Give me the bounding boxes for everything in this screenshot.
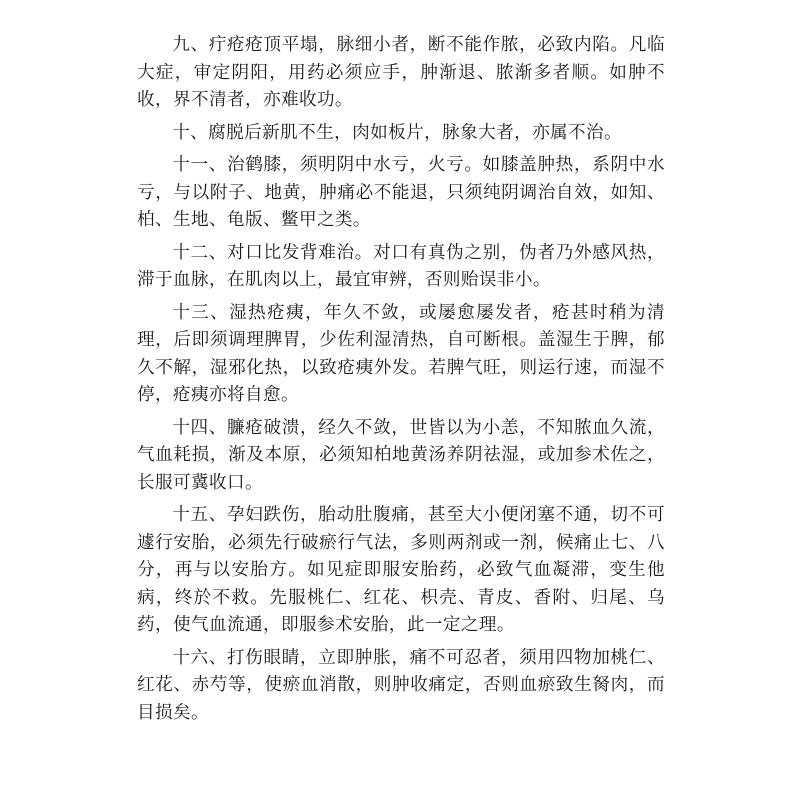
paragraph-item-13: 十三、湿热疮痍，年久不敛，或屡愈屡发者，疮甚时稍为清理，后即须调理脾胃，少佐利湿清热，自可断根。盖湿生于脾，郁久不解，湿邪化热，以致疮痍外发。若脾气旺，则运行速，而湿不停，疮痍亦将自愈。	[137, 302, 665, 405]
paragraph-item-10: 十、腐脱后新肌不生，肉如板片，脉象大者，亦属不治。	[172, 122, 623, 143]
paragraph-item-11: 十一、治鹤膝，须明阴中水亏，火亏。如膝盖肿热，系阴中水亏，与以附子、地黄，肿痛必不能退，只须纯阴调治自效，如知、柏、生地、龟版、鳖甲之类。	[137, 155, 665, 230]
paragraph-item-16: 十六、打伤眼睛，立即肿胀，痛不可忍者，须用四物加桃仁、红花、赤芍等，使瘀血消散，则肿收痛定，否则血瘀致生胬肉，而目损矣。	[137, 647, 665, 723]
paragraph-item-14: 十四、臁疮破溃，经久不敛，世皆以为小恙，不知脓血久流，气血耗损，渐及本原，必须知柏地黄汤养阴祛湿，或加参术佐之，长服可冀收口。	[137, 417, 665, 493]
paragraph-item-12: 十二、对口比发背难治。对口有真伪之别，伪者乃外感风热，滞于血脉，在肌肉以上，最宜审辨，否则贻误非小。	[137, 242, 665, 290]
paragraph-item-15: 十五、孕妇跌伤，胎动肚腹痛，甚至大小便闭塞不通，切不可遽行安胎，必须先行破瘀行气法，多则两剂或一剂，候痛止七、八分，再与以安胎方。如见症即服安胎药，必致气血凝滞，变生他病，终於不救。先服桃仁、红花、枳壳、青皮、香附、归尾、乌药，使气血流通，即服参术安胎，此一定之理。	[137, 505, 665, 635]
document-body	[137, 32, 665, 732]
paragraph-item-9: 九、疔疮疮顶平塌，脉细小者，断不能作脓，必致内陷。凡临大症，审定阴阳，用药必须应手，肿渐退、脓渐多者顺。如肿不收，界不清者，亦难收功。	[137, 35, 665, 110]
